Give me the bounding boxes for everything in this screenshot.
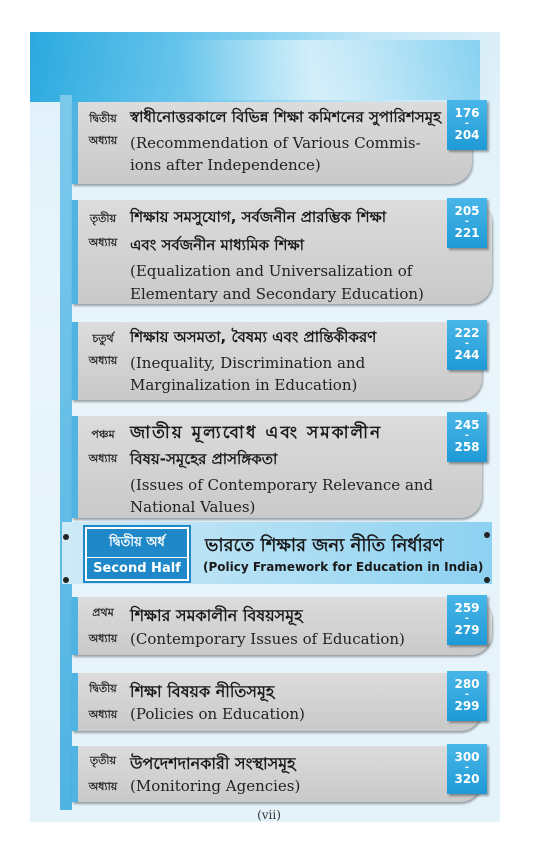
page-range-badge[interactable]: 205 - 221 (447, 198, 487, 248)
section-label-box (85, 527, 189, 581)
chapter-title-en-line2: National Values) (130, 498, 256, 516)
page-end: 258 (454, 440, 480, 454)
chapter-ordinal: পঞ্চম (91, 428, 115, 441)
chapter-label: অধ্যায় (88, 452, 118, 465)
chapter-title-en-line2: Elementary and Secondary Education) (130, 285, 424, 303)
chapter-stripe (72, 200, 78, 304)
header-band-highlight (60, 40, 480, 100)
chapter-label: অধ্যায় (88, 236, 118, 249)
chapter-ordinal: দ্বিতীয় (89, 112, 117, 125)
page-end: 244 (454, 348, 480, 362)
page-number: (vii) (257, 808, 281, 822)
page-range-badge[interactable]: 280 - 299 (447, 671, 487, 721)
chapter-title-bn: শিক্ষা বিষয়ক নীতিসমূহ (130, 682, 275, 701)
chapter-title-bn: শিক্ষার সমকালীন বিষয়সমূহ (130, 606, 303, 625)
bullet-dot (63, 577, 69, 583)
chapter-stripe (72, 597, 78, 655)
chapter-title-bn-line2: বিষয়-সমূহের প্রাসঙ্গিকতা (130, 450, 278, 468)
chapter-label: অধ্যায় (88, 632, 118, 645)
page-range-badge[interactable]: 245 - 258 (447, 412, 487, 462)
chapter-title-en-line1: (Recommendation of Various Commis- (130, 134, 421, 152)
section-label-bn: দ্বিতীয় অর্ধ (109, 535, 165, 550)
page-range-badge[interactable]: 300 - 320 (447, 744, 487, 794)
chapter-title-en-line2: Marginalization in Education) (130, 376, 358, 394)
left-rail (60, 95, 72, 810)
bullet-dot (63, 534, 69, 540)
page-range-badge[interactable]: 176 - 204 (447, 100, 487, 150)
page-end: 279 (454, 623, 480, 637)
page-start: 222 (454, 326, 480, 340)
chapter-ordinal: চতুর্থ (92, 332, 114, 345)
page-start: 205 (454, 204, 480, 218)
page-range-badge[interactable]: 259 - 279 (447, 595, 487, 645)
chapter-stripe (72, 322, 78, 400)
section-title-bn: ভারতে শিক্ষার জন্য নীতি নির্ধারণ (205, 535, 444, 556)
section-label-en: Second Half (87, 557, 187, 576)
page-start: 280 (454, 677, 480, 691)
chapter-title-bn-line1: শিক্ষায় সমসুযোগ, সর্বজনীন প্রারম্ভিক শিক্ষা (130, 208, 387, 226)
page-start: 245 (454, 418, 480, 432)
chapter-ordinal: তৃতীয় (89, 754, 117, 767)
chapter-title-bn: উপদেশদানকারী সংস্থাসমূহ (130, 754, 296, 773)
chapter-label: অধ্যায় (88, 780, 118, 793)
page-start: 176 (454, 106, 480, 120)
bullet-dot (484, 577, 490, 583)
chapter-ordinal: প্রথম (92, 606, 114, 619)
page-range-badge[interactable]: 222 - 244 (447, 320, 487, 370)
chapter-stripe (72, 102, 78, 184)
chapter-title-bn-line2: এবং সর্বজনীন মাধ্যমিক শিক্ষা (130, 236, 304, 254)
bullet-dot (484, 532, 490, 538)
chapter-label: অধ্যায় (88, 708, 118, 721)
chapter-ordinal: দ্বিতীয় (89, 682, 117, 695)
page-end: 320 (454, 772, 480, 786)
page-end: 221 (454, 226, 480, 240)
chapter-title-en-line1: (Equalization and Universalization of (130, 262, 413, 280)
page-end: 204 (454, 128, 480, 142)
chapter-stripe (72, 416, 78, 518)
chapter-stripe (72, 673, 78, 731)
chapter-label: অধ্যায় (88, 354, 118, 367)
section-title-en: (Policy Framework for Education in India) (203, 560, 484, 574)
page-end: 299 (454, 699, 480, 713)
chapter-title-bn: স্বাধীনোত্তরকালে বিভিন্ন শিক্ষা কমিশনের সুপারিশসমূহ (130, 108, 441, 126)
page-start: 300 (454, 750, 480, 764)
chapter-title-bn-line1: জাতীয় মূল্যবোধ এবং সমকালীন (130, 423, 383, 443)
chapter-title-en: (Policies on Education) (130, 705, 305, 723)
chapter-label: অধ্যায় (88, 134, 118, 147)
chapter-title-en-line1: (Issues of Contemporary Relevance and (130, 476, 434, 494)
chapter-title-en-line1: (Inequality, Discrimination and (130, 354, 366, 372)
page-start: 259 (454, 601, 480, 615)
chapter-stripe (72, 746, 78, 802)
chapter-title-en: (Monitoring Agencies) (130, 777, 301, 795)
chapter-title-bn: শিক্ষায় অসমতা, বৈষম্য এবং প্রান্তিকীকরণ (130, 328, 377, 346)
chapter-title-en: (Contemporary Issues of Education) (130, 630, 405, 648)
chapter-title-en-line2: ions after Independence) (130, 156, 321, 174)
chapter-ordinal: তৃতীয় (89, 212, 117, 225)
